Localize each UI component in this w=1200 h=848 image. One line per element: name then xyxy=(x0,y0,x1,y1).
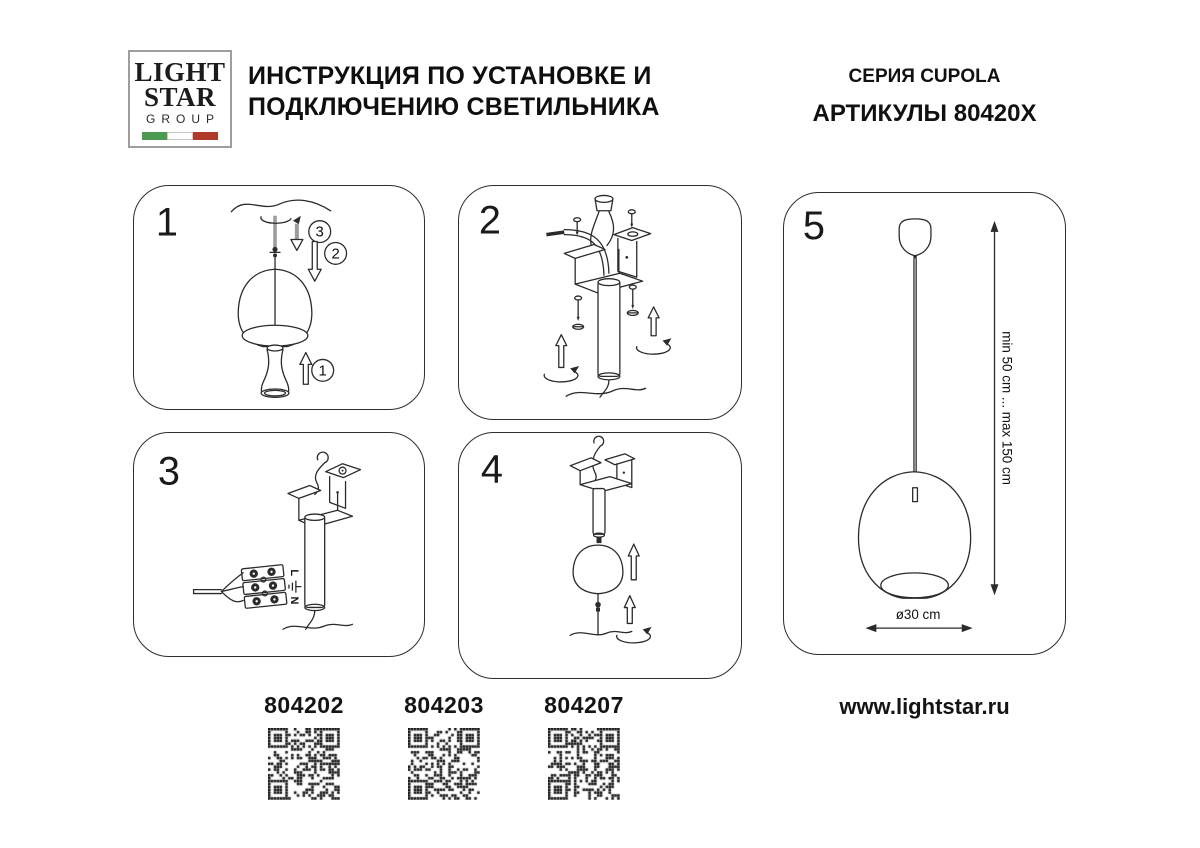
logo-star: STAR xyxy=(143,82,217,112)
title-line-2: ПОДКЛЮЧЕНИЮ СВЕТИЛЬНИКА xyxy=(248,93,660,121)
height-dimension xyxy=(991,221,1015,595)
screw-icon xyxy=(628,210,635,228)
ceiling-canopy xyxy=(899,219,931,259)
cord-connector xyxy=(270,247,280,258)
article-number: 804202 xyxy=(264,692,344,718)
step-3-badge xyxy=(309,221,331,243)
step-2-badge xyxy=(325,242,347,264)
article-column-1 xyxy=(250,692,358,805)
panel-number-2: 2 xyxy=(478,198,501,243)
step-panel-4 xyxy=(458,432,742,679)
lightstar-logo xyxy=(128,50,232,148)
up-arrow-icon xyxy=(300,353,312,385)
flag-green xyxy=(142,132,167,140)
l-bracket xyxy=(326,464,361,509)
svg-text:3: 3 xyxy=(315,224,324,241)
panel-number-3: 3 xyxy=(157,449,180,494)
suspension-tube xyxy=(593,489,605,544)
step-1-illustration xyxy=(134,186,424,409)
down-arrow-icon xyxy=(291,224,303,251)
step-3-illustration xyxy=(134,433,424,656)
logo-light: LIGHT xyxy=(134,57,226,87)
terminal-label-n: N xyxy=(287,596,300,605)
screw-icon xyxy=(574,218,581,236)
dimensions-panel xyxy=(783,192,1066,655)
lamp-shade xyxy=(238,257,312,346)
title-line-1: ИНСТРУКЦИЯ ПО УСТАНОВКЕ И xyxy=(248,62,652,90)
step-1-badge xyxy=(312,359,334,381)
ceiling-line xyxy=(231,200,330,212)
height-range-label: min 50 cm ... max 150 cm xyxy=(999,331,1015,485)
step-panel-3 xyxy=(133,432,425,657)
terminal-block xyxy=(241,565,287,609)
canopy-dome xyxy=(573,545,623,594)
series-name: СЕРИЯ CUPOLA xyxy=(848,66,1001,87)
panel-number-1: 1 xyxy=(155,200,178,245)
qr-code xyxy=(408,728,480,800)
italian-flag-icon xyxy=(142,132,218,140)
article-number: 804203 xyxy=(404,692,484,718)
article-number: 804207 xyxy=(544,692,624,718)
svg-text:1: 1 xyxy=(318,363,327,380)
diffuser-funnel xyxy=(261,345,289,397)
step-2-illustration xyxy=(459,186,741,419)
screw-icon xyxy=(627,285,638,315)
flag-red xyxy=(193,132,218,140)
step-panel-1 xyxy=(133,185,425,410)
articles-label: АРТИКУЛЫ 80420X xyxy=(812,100,1037,127)
article-column-2 xyxy=(390,692,498,805)
earth-ground-icon xyxy=(289,581,301,592)
cable-grip xyxy=(591,195,614,248)
website-url: www.lightstar.ru xyxy=(839,694,1010,719)
step-4-illustration xyxy=(459,433,741,678)
rotation-arrow-icon xyxy=(261,216,301,224)
cord-and-connector xyxy=(570,594,632,636)
diameter-label: ø30 cm xyxy=(895,607,941,623)
panel-number-5: 5 xyxy=(802,203,825,248)
series-block xyxy=(783,66,1066,128)
hook-wire xyxy=(593,436,604,480)
logo-group: GROUP xyxy=(145,112,220,126)
dimensions-illustration xyxy=(784,193,1065,654)
flag-white xyxy=(167,132,194,140)
page-title xyxy=(248,61,660,123)
supply-wire xyxy=(194,573,244,602)
screw-icon xyxy=(573,296,584,329)
screw-in-rotation-icon xyxy=(637,307,672,354)
down-arrow-icon xyxy=(308,242,321,282)
panel-number-4: 4 xyxy=(480,447,503,492)
screw-in-rotation-icon xyxy=(617,596,652,643)
article-column-3 xyxy=(530,692,638,805)
step-panel-2 xyxy=(458,185,742,420)
mounting-bracket xyxy=(570,454,635,492)
screw-in-rotation-icon xyxy=(544,335,579,382)
qr-code xyxy=(268,728,340,800)
suspension-cord xyxy=(913,259,918,502)
up-arrow-icon xyxy=(628,544,639,580)
terminal-label-l: L xyxy=(287,569,300,577)
diameter-dimension xyxy=(865,607,972,632)
qr-code xyxy=(548,728,620,800)
svg-text:2: 2 xyxy=(331,246,340,263)
